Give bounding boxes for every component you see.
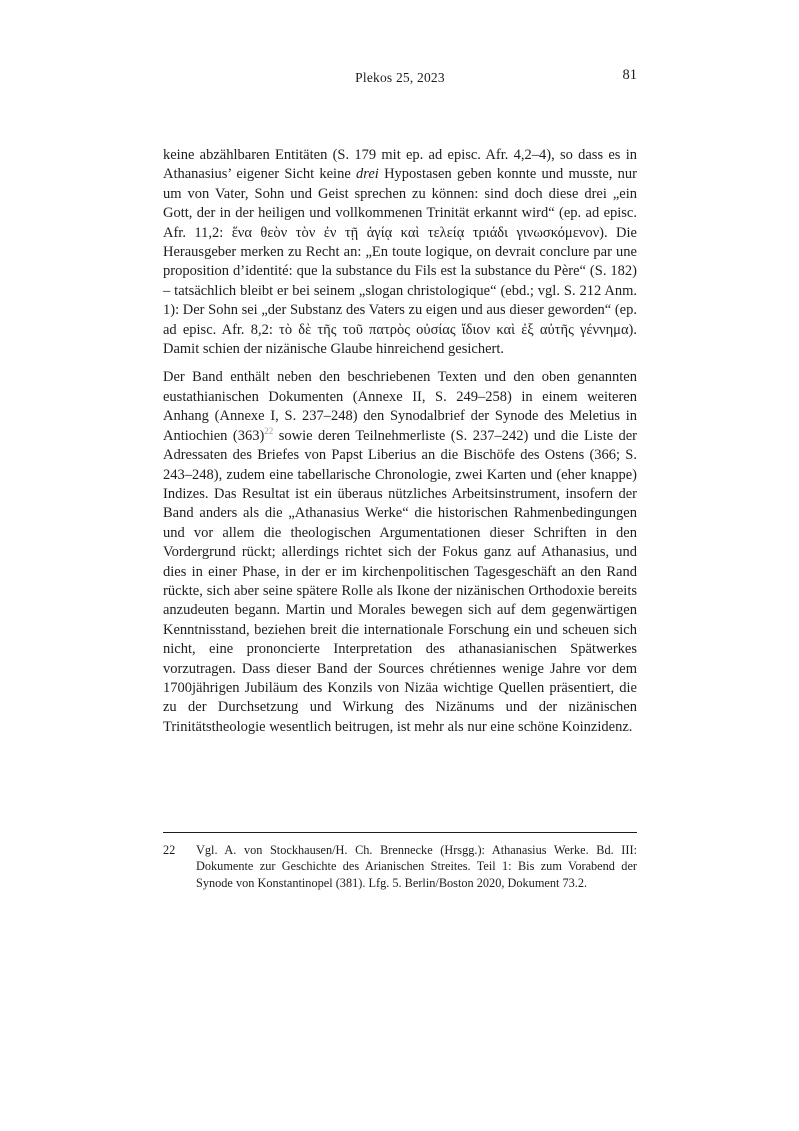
article-body xyxy=(163,146,637,746)
footnote xyxy=(163,842,637,891)
page-number: 81 xyxy=(622,67,637,83)
footnote-text: Vgl. A. von Stockhausen/H. Ch. Brennecke (Hrsgg.): Athanasius Werke. Bd. III: Dokumente zur Geschichte des Arianischen Streites. Teil 1: Bis zum Vorabend der Synode von Konstantinopel (381). Lfg. 5. Berlin/Boston 2020, Dokument 73.2. xyxy=(196,843,637,890)
footnote-section xyxy=(163,832,637,891)
footnote-number: 22 xyxy=(163,843,176,857)
paragraph-2: Der Band enthält neben den beschriebenen Texten und den oben genannten eustathianischen Dokumenten (Annexe II, S. 249–258) in einem weiteren Anhang (Annexe I, S. 237–248) den Synodalbrief der Synode des Meletius in Antiochien $(363)^{22}$ sowie deren Teilnehmerliste (S. 237–242) und die Liste der Adressaten des Briefes von Papst Liberius an die Bischöfe des Ostens (366; S. 243–248), zudem eine tabellarische Chronologie, zwei Karten und (eher knappe) Indizes. Das Resultat ist ein überaus nützliches Arbeitsinstrument, insofern der Band anders als die „Athanasius Werke“ die historischen Rahmenbedingungen und vor allem die theologischen Argumentationen dieser Schriften in den Vordergrund rückt; allerdings richtet sich der Fokus ganz auf Athanasius, und dies in einer Phase, in der er im kirchenpolitischen Tagesgeschäft an den Rand rückte, sich aber seine spätere Rolle als Ikone der nizänischen Orthodoxie bereits anzudeuten begann. Martin und Morales bewegen sich auf dem gegenwärtigen Kenntnisstand, beziehen breit die internationale Forschung ein und scheuen sich nicht, eine prononcierte Interpretation des athanasianischen Spätwerkes vorzutragen. Dass dieser Band der Sources chrétiennes wenige Jahre vor dem 1700jährigen Jubiläum des Konzils von Nizäa wichtige Quellen präsentiert, die zu der Durchsetzung und Wirkung des Nizänums und der nizänischen Trinitätstheologie wesentlich beitrugen, ist mehr als nur eine schöne Koinzidenz. xyxy=(163,369,637,735)
paragraph-1: keine abzählbaren Entitäten (S. 179 mit ep. ad episc. Afr. 4,2–4), so dass es in Athanasius’ eigener Sicht keine drei Hypostasen geben konnte und musste, nur um von Vater, Sohn und Geist sprechen zu können: sind doch diese drei „ein Gott, der in der heiligen und vollkommenen Trinität erkannt wird“ (ep. ad episc. Afr. 11,2: ἕνα θεὸν τὸν ἐν τῇ ἁγίᾳ καὶ τελείᾳ τριάδι γινωσκόμενον). Die Herausgeber merken zu Recht an: „En toute logique, on devrait conclure par une proposition d’identité: que la substance du Fils est la substance du Père“ (S. 182) – tatsächlich bleibt er bei seinem „slogan christologique“ (ebd.; vgl. S. 212 Anm. 1): Der Sohn sei „der Substanz des Vaters zu eigen und aus dieser geworden“ (ep. ad episc. Afr. 8,2: τὸ δὲ τῆς τοῦ πατρὸς οὐσίας ἴδιον καὶ ἐξ αὐτῆς γέννημα). Damit schien der nizänische Glaube hinreichend gesichert. xyxy=(163,147,637,358)
page-header xyxy=(163,67,637,90)
running-title: Plekos 25, 2023 xyxy=(355,70,445,85)
footnote-separator xyxy=(163,832,637,833)
